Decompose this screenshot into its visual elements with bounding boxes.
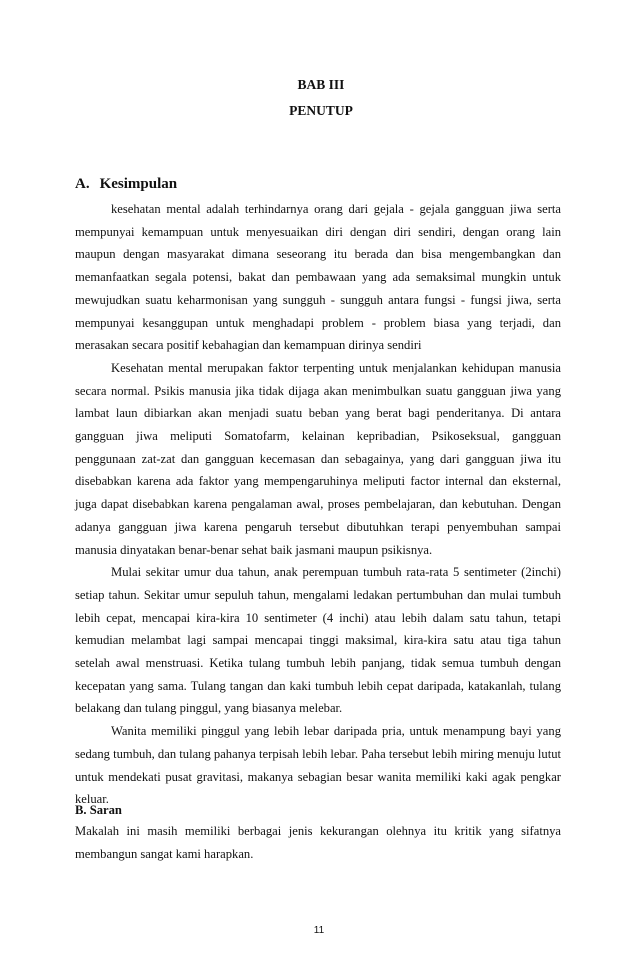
conclusion-paragraph-2: Kesehatan mental merupakan faktor terpenting untuk menjalankan kehidupan manusia secara normal. Psikis manusia jika tidak dijaga akan menimbulkan suatu gangguan jiwa yang lambat laun dibiarkan akan menjadi suatu beban yang berat bagi penderitanya. Di antara gangguan jiwa meliputi Somatofarm, kelainan kepribadian, Psikoseksual, gangguan penggunaan zat-zat dan gangguan kecemasan dan sebagainya, yang dari gangguan jiwa itu disebabkan karena ada faktor yang mempengaruhinya meliputi factor internal dan eksternal, juga dapat disebabkan karena pengalaman awal, proses pembelajaran, dan kebutuhan. Dengan adanya gangguan jiwa karena pengaruh tersebut dibutuhkan terapi penyembuhan sampai manusia dinyatakan benar-benar sehat baik jasmani maupun psikisnya. <box>75 360 561 557</box>
page-number: 11 <box>313 925 325 936</box>
chapter-title: PENUTUP <box>289 103 353 118</box>
conclusion-paragraph-3: Mulai sekitar umur dua tahun, anak perempuan tumbuh rata-rata 5 sentimeter (2inchi) setiap tahun. Sekitar umur sepuluh tahun, mengalami ledakan pertumbuhan dan mulai tumbuh lebih cepat, mencapai kira-kira 10 sentimeter (4 inchi) atau lebih dalam satu tahun, tetapi kemudian melambat lagi sampai mencapai tinggi maksimal, kira-kira satu atau tiga tahun setelah awal menstruasi. Ketika tulang tumbuh lebih panjang, tidak semua tumbuh dengan kecepatan yang sama. Tulang tangan dan kaki tumbuh lebih cepat daripada, katakanlah, tulang belakang dan tulang pinggul, yang biasanya melebar. <box>75 565 561 716</box>
section-a-heading <box>75 176 177 193</box>
suggestion-body <box>75 820 561 865</box>
conclusion-paragraph-1: kesehatan mental adalah terhindarnya orang dari gejala - gejala gangguan jiwa serta mempunyai kemampuan untuk menyesuaikan diri dengan diri sendiri, dengan orang lain maupun dengan masyarakat dimana seseorang itu berada dan bisa mengembangkan dan memanfaatkan segala potensi, bakat dan pembawaan yang ada semaksimal mungkin untuk mewujudkan suatu keharmonisan yang sungguh - sungguh antara fungsi - fungsi jiwa, serta mempunyai kesanggupan untuk menghadapi problem - problem biasa yang terjadi, dan merasakan secara positif kebahagian dan kemampuan dirinya sendiri <box>75 202 561 353</box>
chapter-label: BAB III <box>297 77 345 92</box>
conclusion-paragraph-4: Wanita memiliki pinggul yang lebih lebar daripada pria, untuk menampung bayi yang sedang tumbuh, dan tulang pahanya terpisah lebih lebar. Paha tersebut lebih miring menuju lutut untuk mendekati pusat gravitasi, makanya sebagian besar wanita memiliki kaki agak pengkar keluar. <box>75 724 561 807</box>
section-b-heading: B. Saran <box>75 803 122 817</box>
chapter-heading <box>0 72 638 124</box>
section-a-title: Kesimpulan <box>99 176 178 192</box>
suggestion-paragraph: Makalah ini masih memiliki berbagai jenis kekurangan olehnya itu kritik yang sifatnya membangun sangat kami harapkan. <box>75 824 561 861</box>
conclusion-body <box>75 198 561 811</box>
section-a-letter: A. <box>75 176 90 192</box>
